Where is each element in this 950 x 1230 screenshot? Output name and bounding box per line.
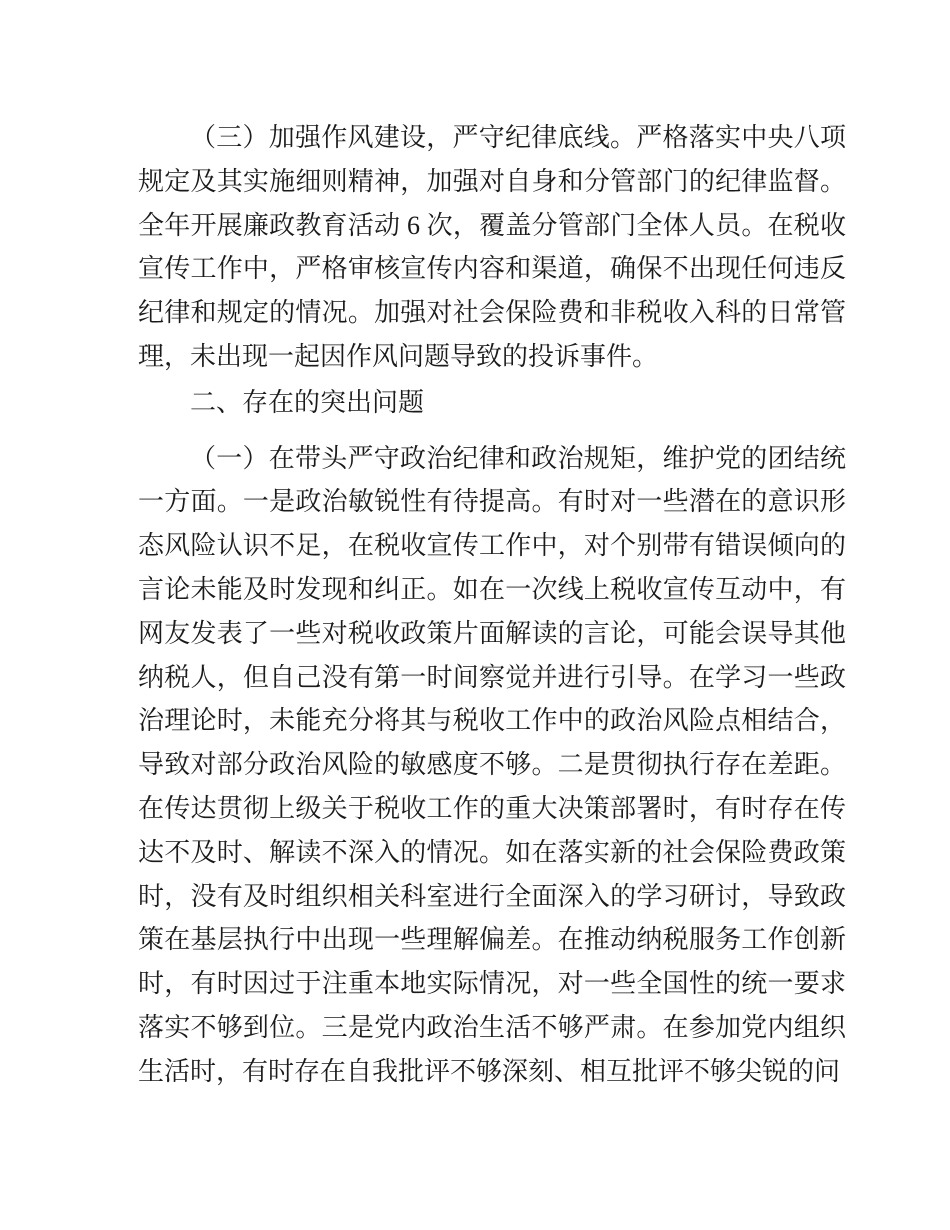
paragraph-work-style-discipline: （三）加强作风建设，严守纪律底线。严格落实中央八项规定及其实施细则精神，加强对自身和分管部门的纪律监督。全年开展廉政教育活动 6 次，覆盖分管部门全体人员。在税收宣传工作中，严格审核宣传内容和渠道，确保不出现任何违反纪律和规定的情况。加强对社会保险费和非税收入科的日常管理，未出现一起因作风问题导致的投诉事件。 xyxy=(138,123,846,371)
paragraph-political-discipline-issues: （一）在带头严守政治纪律和政治规矩，维护党的团结统一方面。一是政治敏锐性有待提高。有时对一些潜在的意识形态风险认识不足，在税收宣传工作中，对个别带有错误倾向的言论未能及时发现和纠正。如在一次线上税收宣传互动中，有网友发表了一些对税收政策片面解读的言论，可能会误导其他纳税人，但自己没有第一时间察觉并进行引导。在学习一些政治理论时，未能充分将其与税收工作中的政治风险点相结合，导致对部分政治风险的敏感度不够。二是贯彻执行存在差距。在传达贯彻上级关于税收工作的重大决策部署时，有时存在传达不及时、解读不深入的情况。如在落实新的社会保险费政策时，没有及时组织相关科室进行全面深入的学习研讨，导致政策在基层执行中出现一些理解偏差。在推动纳税服务工作创新时，有时因过于注重本地实际情况，对一些全国性的统一要求落实不够到位。三是党内政治生活不够严肃。在参加党内组织生活时，有时存在自我批评不够深刻、相互批评不够尖锐的问 xyxy=(138,443,846,1086)
document-page xyxy=(138,116,846,1094)
section-heading-outstanding-problems: 二、存在的突出问题 xyxy=(190,387,425,417)
